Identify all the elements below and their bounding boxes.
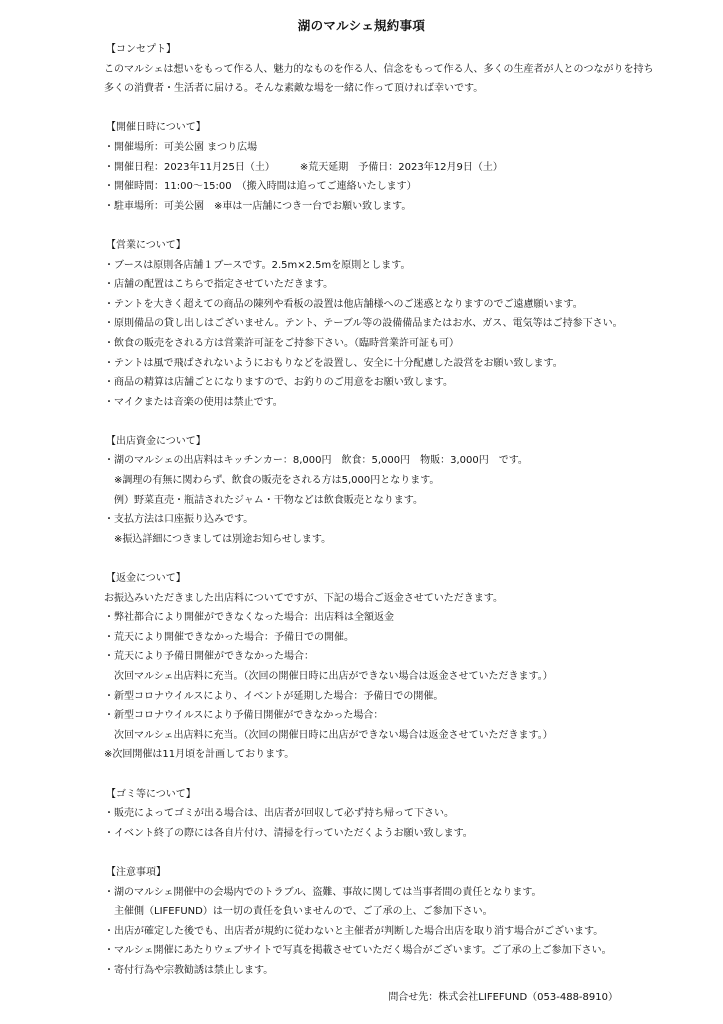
refund-line: ・荒天により開催できなかった場合：予備日での開催。 — [104, 631, 354, 643]
section-notes — [104, 863, 704, 981]
notes-line: ・寄付行為や宗教勧誘は禁止します。 — [104, 964, 274, 976]
operation-line: ・飲食の販売をされる方は営業許可証をご持参下さい。（臨時営業許可証も可） — [104, 337, 459, 349]
section-heading-concept: 【コンセプト】 — [106, 44, 176, 55]
operation-line: ・テントは風で飛ばされないようにおもりなどを設置し、安全に十分配慮した設営をお願い致します。 — [104, 357, 563, 369]
fees-line: ※振込詳細につきましては別途お知らせします。 — [104, 533, 332, 545]
section-garbage — [104, 785, 704, 844]
notes-line: ・出店が確定した後でも、出店者が規約に従わないと主催者が判断した場合出店を取り消す場合がございます。 — [104, 925, 604, 937]
section-heading-fees: 【出店資金について】 — [106, 435, 206, 447]
schedule-line: ・駐車場所：可美公園 ※車は一店舗につき一台でお願い致します。 — [104, 200, 412, 212]
garbage-line: ・イベント終了の際には各自片付け、清掃を行っていただくようお願い致します。 — [104, 827, 473, 839]
concept-line: このマルシェは想いをもって作る人、魅力的なものを作る人、信念をもって作る人、多くの生産者が人とのつながりを持ち — [104, 63, 654, 75]
schedule-line: ・開催日程：2023年11月25日（土） ※荒天延期 予備日：2023年12月9日（土） — [104, 161, 503, 173]
document-title: 湖のマルシェ規約事項 — [297, 18, 426, 33]
refund-line: ・荒天により予備日開催ができなかった場合： — [104, 651, 314, 663]
concept-line: 多くの消費者・生活者に届ける。そんな素敵な場を一緒に作って頂ければ幸いです。 — [104, 83, 484, 95]
section-fees — [104, 432, 704, 550]
schedule-line: ・開催場所：可美公園 まつり広場 — [104, 141, 258, 153]
section-heading-refund: 【返金について】 — [106, 573, 186, 585]
operation-line: ・マイクまたは音楽の使用は禁止です。 — [104, 396, 283, 408]
refund-line: 次回マルシェ出店料に充当。（次回の開催日時に出店ができない場合は返金させていただきます。） — [104, 671, 553, 682]
schedule-line: ・開催時間：11:00～15:00 （搬入時間は追ってご連絡いたします） — [104, 181, 417, 193]
fees-line: ※調理の有無に関わらず、飲食の販売をされる方は5,000円となります。 — [104, 475, 440, 487]
section-operation — [104, 236, 704, 412]
refund-line: ・新型コロナウイルスにより予備日開催ができなかった場合： — [104, 710, 384, 722]
section-heading-notes: 【注意事項】 — [106, 866, 166, 878]
document-body — [104, 40, 704, 981]
operation-line: ・ブースは原則各店舗１ブースです。2.5m×2.5mを原則とします。 — [104, 259, 411, 271]
fees-line: 例）野菜直売・瓶詰されたジャム・干物などは飲食販売となります。 — [104, 494, 423, 506]
section-schedule — [104, 118, 704, 216]
operation-line: ・店舗の配置はこちらで指定させていただきます。 — [104, 279, 334, 291]
garbage-line: ・販売によってゴミが出る場合は、出店者が回収して必ず持ち帰って下さい。 — [104, 808, 454, 820]
notes-line: 主催側（LIFEFUND）は一切の責任を負いませんので、ご了承の上、ご参加下さい。 — [104, 906, 493, 918]
fees-line: ・湖のマルシェの出店料はキッチンカー：8,000円 飲食：5,000円 物販：3,000円 です。 — [104, 455, 528, 467]
notes-line: ・湖のマルシェ開催中の会場内でのトラブル、盗難、事故に関しては当事者間の責任となります。 — [104, 886, 542, 898]
section-refund — [104, 569, 704, 765]
refund-line: ・弊社都合により開催ができなくなった場合：出店料は全額返金 — [104, 612, 394, 624]
section-heading-operation: 【営業について】 — [106, 239, 186, 251]
refund-line: 次回マルシェ出店料に充当。（次回の開催日時に出店ができない場合は返金させていただきます。） — [104, 729, 553, 741]
section-heading-garbage: 【ゴミ等について】 — [106, 788, 196, 800]
refund-line: お振込みいただきました出店料についてですが、下記の場合ご返金させていただきます。 — [104, 592, 503, 604]
refund-line: ※次回開催は11月頃を計画しております。 — [104, 749, 295, 761]
fees-line: ・支払方法は口座振り込みです。 — [104, 514, 254, 526]
refund-line: ・新型コロナウイルスにより、イベントが延期した場合：予備日での開催。 — [104, 690, 444, 702]
section-concept — [104, 40, 704, 99]
contact-info: 問合せ先：株式会社LIFEFUND（053-488-8910） — [388, 992, 618, 1003]
operation-line: ・原則備品の貸し出しはございません。テント、テーブル等の設備備品またはお水、ガス、電気等はご持参下さい。 — [104, 318, 623, 330]
operation-line: ・商品の精算は店舗ごとになりますので、お釣りのご用意をお願い致します。 — [104, 377, 453, 389]
section-heading-schedule: 【開催日時について】 — [106, 122, 206, 134]
notes-line: ・マルシェ開催にあたりウェブサイトで写真を掲載させていただく場合がございます。ご了承の上ご参加下さい。 — [104, 945, 612, 957]
operation-line: ・テントを大きく超えての商品の陳列や看板の設置は他店舗様へのご迷惑となりますのでご遠慮願います。 — [104, 298, 583, 310]
